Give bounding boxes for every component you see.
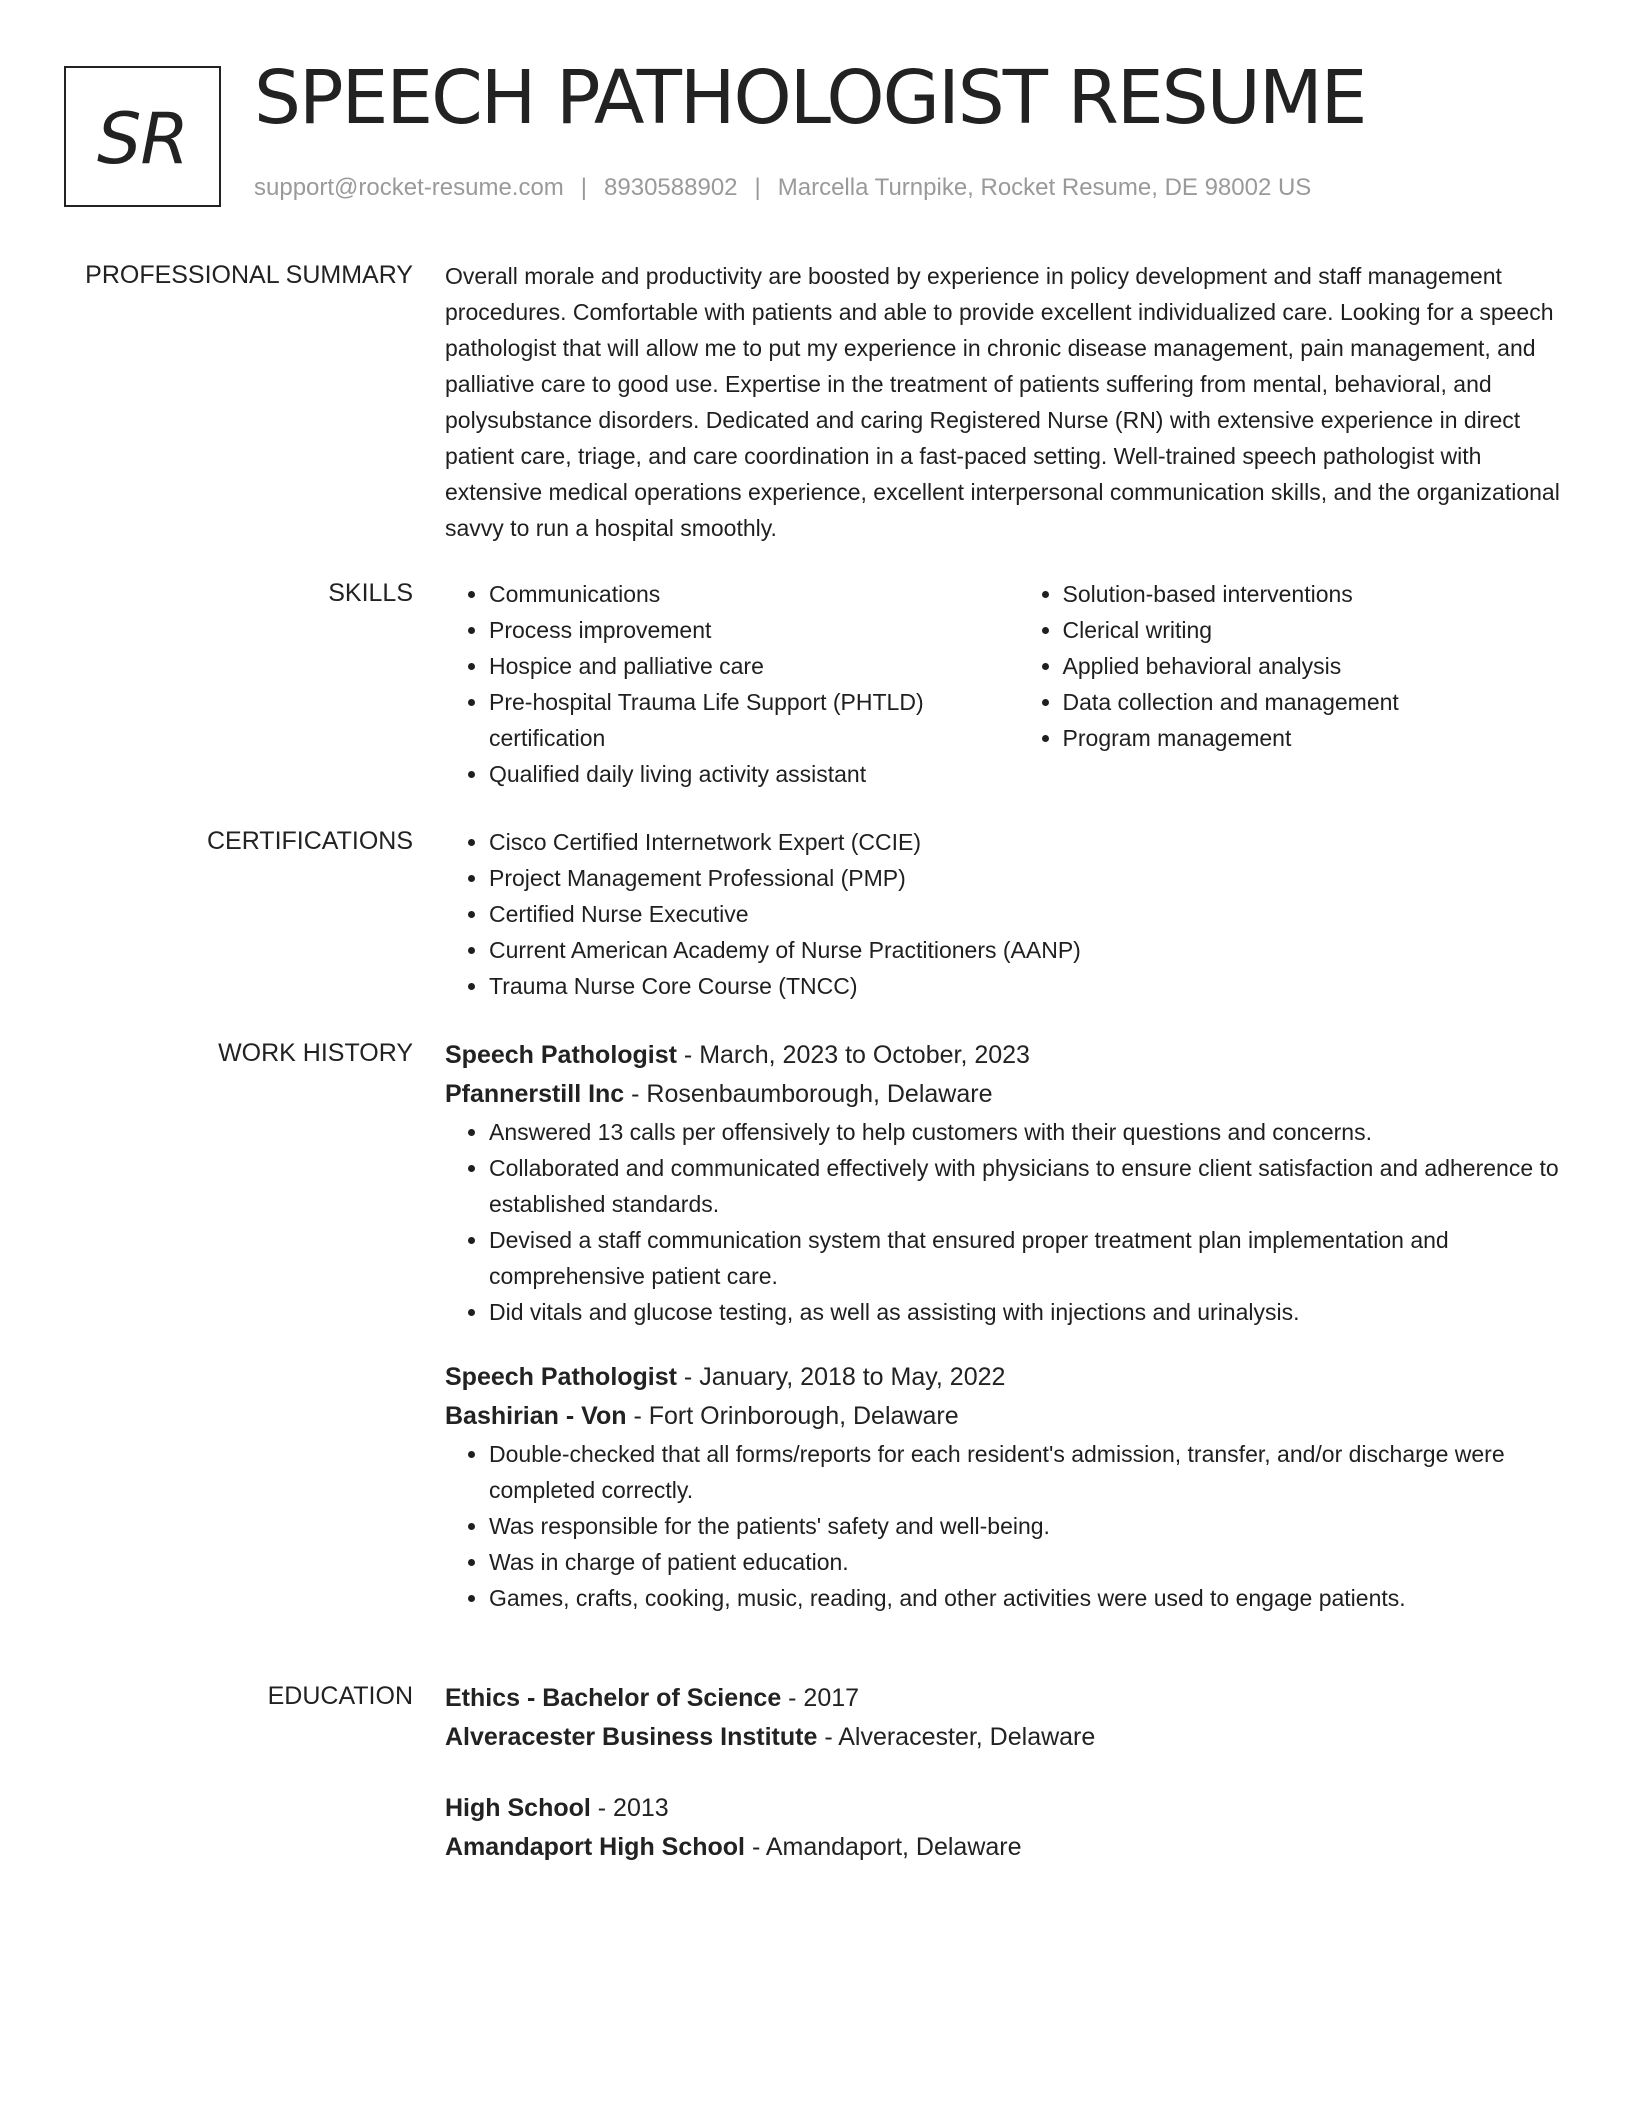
job-duties-list bbox=[445, 1114, 1565, 1330]
education-entry bbox=[445, 1679, 1565, 1757]
skill-item: • Qualified daily living activity assistant bbox=[489, 756, 1019, 792]
education-school-line bbox=[445, 1828, 1565, 1867]
job-title-line bbox=[445, 1036, 1565, 1075]
section-label-summary: PROFESSIONAL SUMMARY bbox=[85, 261, 413, 289]
job-duty: • Devised a staff communication system that ensured proper treatment plan implementation and comprehensive patient care. bbox=[489, 1222, 1565, 1294]
certification-item: • Current American Academy of Nurse Practitioners (AANP) bbox=[489, 932, 1565, 968]
monogram-logo bbox=[64, 66, 221, 207]
education-location: - Amandaport, Delaware bbox=[745, 1833, 1022, 1861]
job-dates: - January, 2018 to May, 2022 bbox=[676, 1363, 1006, 1391]
certification-item: • Trauma Nurse Core Course (TNCC) bbox=[489, 968, 1565, 1004]
skill-item: • Communications bbox=[489, 576, 1019, 612]
contact-email[interactable]: support@rocket-resume.com bbox=[254, 174, 564, 201]
job-company-line bbox=[445, 1075, 1565, 1114]
job-entry bbox=[445, 1036, 1565, 1330]
certification-item: • Certified Nurse Executive bbox=[489, 896, 1565, 932]
contact-phone[interactable]: 8930588902 bbox=[604, 174, 738, 201]
section-label-work: WORK HISTORY bbox=[218, 1039, 413, 1067]
job-title: Speech Pathologist bbox=[445, 1363, 677, 1391]
education-degree: Ethics - Bachelor of Science bbox=[445, 1684, 782, 1712]
job-duty: • Collaborated and communicated effectively with physicians to ensure client satisfaction and adherence to established standards. bbox=[489, 1150, 1565, 1222]
job-company-line bbox=[445, 1397, 1565, 1436]
education-school: Amandaport High School bbox=[445, 1833, 745, 1861]
job-entry bbox=[445, 1358, 1565, 1616]
education-degree-line bbox=[445, 1789, 1565, 1828]
job-duty: • Double-checked that all forms/reports for each resident's admission, transfer, and/or discharge were completed correctly. bbox=[489, 1436, 1565, 1508]
education-school: Alveracester Business Institute bbox=[445, 1723, 818, 1751]
skill-item: • Program management bbox=[1063, 720, 1565, 756]
skill-item: • Solution-based interventions bbox=[1063, 576, 1565, 612]
contact-line bbox=[254, 174, 1311, 202]
education-location: - Alveracester, Delaware bbox=[817, 1723, 1096, 1751]
job-company: Pfannerstill Inc bbox=[445, 1080, 625, 1108]
certifications-body bbox=[445, 824, 1565, 1004]
job-duty: • Was responsible for the patients' safety and well-being. bbox=[489, 1508, 1565, 1544]
job-duty: • Games, crafts, cooking, music, reading, and other activities were used to engage patients. bbox=[489, 1580, 1565, 1616]
skill-item: • Hospice and palliative care bbox=[489, 648, 1019, 684]
contact-address: Marcella Turnpike, Rocket Resume, DE 98002 US bbox=[777, 174, 1312, 201]
resume-title: SPEECH PATHOLOGIST RESUME bbox=[254, 55, 1366, 141]
education-body bbox=[445, 1679, 1565, 1867]
education-degree-line bbox=[445, 1679, 1565, 1718]
section-label-skills: SKILLS bbox=[328, 579, 413, 607]
skills-list-right bbox=[1019, 576, 1565, 792]
job-company: Bashirian - Von bbox=[445, 1402, 627, 1430]
job-location: - Rosenbaumborough, Delaware bbox=[624, 1080, 993, 1108]
summary-text: Overall morale and productivity are boosted by experience in policy development and staff management procedures. Comfortable with patients and able to provide excellent individualized care. Looking for a speech pathologist that will allow me to put my experience in chronic disease management, pain management, and palliative care to good use. Expertise in the treatment of patients suffering from mental, behavioral, and polysubstance disorders. Dedicated and caring Registered Nurse (RN) with extensive experience in direct patient care, triage, and care coordination in a fast-paced setting. Well-trained speech pathologist with extensive medical operations experience, excellent interpersonal communication skills, and the organizational savvy to run a hospital smoothly. bbox=[445, 263, 1560, 541]
certification-item: • Project Management Professional (PMP) bbox=[489, 860, 1565, 896]
skills-body bbox=[445, 576, 1565, 792]
education-school-line bbox=[445, 1718, 1565, 1757]
education-year: - 2017 bbox=[781, 1684, 860, 1712]
job-title: Speech Pathologist bbox=[445, 1041, 677, 1069]
education-degree: High School bbox=[445, 1794, 591, 1822]
skill-item: • Process improvement bbox=[489, 612, 1019, 648]
certifications-list bbox=[445, 824, 1565, 1004]
contact-separator: | bbox=[580, 174, 588, 201]
section-label-education: EDUCATION bbox=[267, 1682, 413, 1710]
section-label-certifications: CERTIFICATIONS bbox=[206, 827, 413, 855]
job-title-line bbox=[445, 1358, 1565, 1397]
summary-body bbox=[445, 258, 1565, 546]
job-duties-list bbox=[445, 1436, 1565, 1616]
job-duty: • Was in charge of patient education. bbox=[489, 1544, 1565, 1580]
education-entry bbox=[445, 1789, 1565, 1867]
job-duty: • Did vitals and glucose testing, as well as assisting with injections and urinalysis. bbox=[489, 1294, 1565, 1330]
work-history-body bbox=[445, 1036, 1565, 1616]
job-duty: • Answered 13 calls per offensively to help customers with their questions and concerns. bbox=[489, 1114, 1565, 1150]
certification-item: • Cisco Certified Internetwork Expert (CCIE) bbox=[489, 824, 1565, 860]
skill-item: • Pre-hospital Trauma Life Support (PHTLD) certification bbox=[489, 684, 1019, 756]
skill-item: • Clerical writing bbox=[1063, 612, 1565, 648]
job-location: - Fort Orinborough, Delaware bbox=[626, 1402, 959, 1430]
skill-item: • Applied behavioral analysis bbox=[1063, 648, 1565, 684]
skill-item: • Data collection and management bbox=[1063, 684, 1565, 720]
skills-list-left bbox=[445, 576, 1019, 792]
contact-separator: | bbox=[754, 174, 761, 201]
job-dates: - March, 2023 to October, 2023 bbox=[676, 1041, 1030, 1069]
monogram-initials: SR bbox=[96, 97, 189, 180]
education-year: - 2013 bbox=[590, 1794, 669, 1822]
